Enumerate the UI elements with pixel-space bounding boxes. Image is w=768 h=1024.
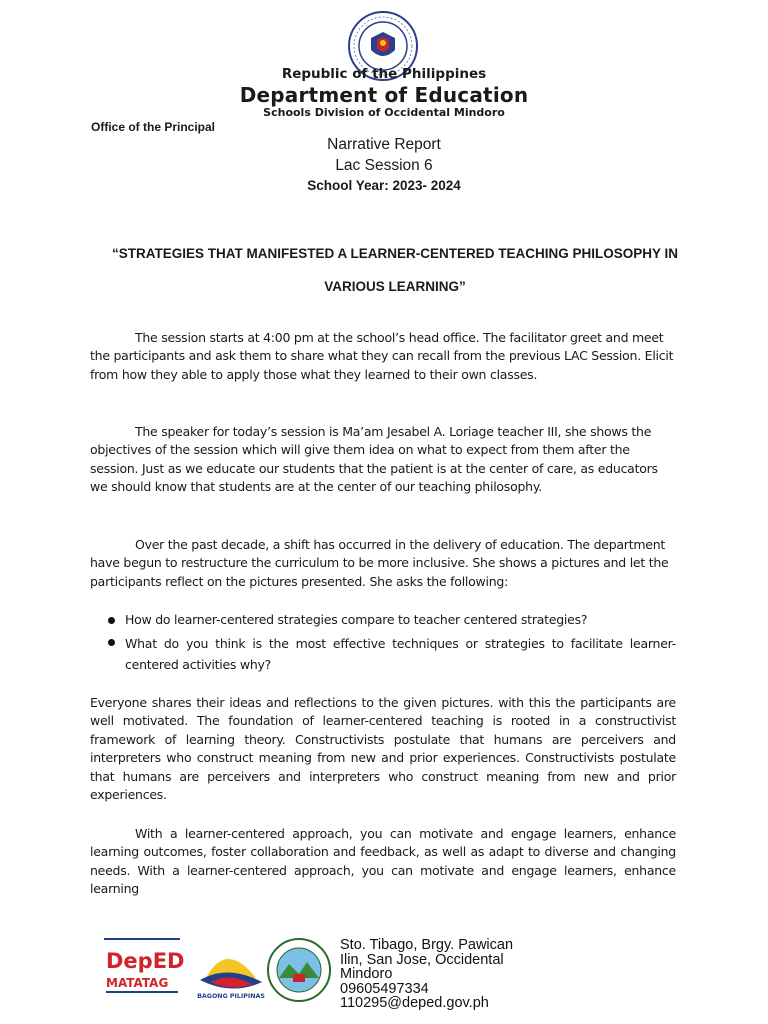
- address-line-2: Ilin, San Jose, Occidental: [340, 951, 504, 968]
- email-address: 110295@deped.gov.ph: [340, 995, 489, 1011]
- paragraph-5: [90, 825, 676, 899]
- republic-heading: Republic of the Philippines: [281, 66, 487, 82]
- paragraph-1-text: The session starts at 4:00 pm at the school’s head office. The facilitator greet and meet the participants and ask them to share what they can recall from the previous LAC Session. Elicit from how they able to apply those what they learned to their own classes.: [90, 330, 674, 382]
- address-line-3: Mindoro: [340, 966, 393, 982]
- deped-matatag-logo: [104, 938, 184, 993]
- bagong-pilipinas-text: BAGONG PILIPINAS: [197, 993, 265, 1000]
- paragraph-2-text: The speaker for today’s session is Ma’am Jesabel A. Loriage teacher III, she shows the objectives of the session which will give them idea on what to expect from them after the session. Just as we educate our students that the patient is at the center of care, as educators we should know that students are at the center of our teaching philosophy.: [90, 424, 658, 495]
- paragraph-2: [90, 423, 676, 497]
- bagong-pilipinas-logo: [197, 959, 265, 1000]
- list-item: How do learner-centered strategies compare to teacher centered strategies?: [108, 611, 676, 629]
- question-list: [90, 611, 676, 675]
- office-label: Office of the Principal: [91, 120, 216, 134]
- address-line-1: Sto. Tibago, Brgy. Pawican: [340, 937, 514, 953]
- list-item: What do you think is the most effective techniques or strategies to facilitate learner-centered activities why?: [108, 633, 676, 675]
- contact-block: [340, 938, 513, 1011]
- paragraph-4: [90, 694, 676, 804]
- footer-logos: [104, 938, 332, 1002]
- paragraph-5-text: With a learner-centered approach, you can motivate and engage learners, enhance learning outcomes, foster collaboration and feedback, as well as adapt to diverse and changing needs. With a learner-centered approach, you can motivate and engage learners, enhance learning: [90, 826, 676, 897]
- deped-logo-text: DepED: [106, 949, 185, 973]
- topic-title-line2: VARIOUS LEARNING”: [324, 279, 466, 294]
- report-title: Narrative Report: [327, 136, 441, 153]
- phone-number: 09605497334: [340, 980, 429, 997]
- school-year: School Year: 2023- 2024: [307, 178, 461, 193]
- paragraph-3-text: Over the past decade, a shift has occurred in the delivery of education. The department have begun to restructure the curriculum to be more inclusive. She shows a pictures and let the participants reflect on the pictures presented. She asks the following:: [90, 537, 669, 589]
- matatag-text: MATATAG: [106, 976, 169, 990]
- school-seal-logo: [268, 939, 330, 1001]
- paragraph-1: [90, 329, 676, 384]
- paragraph-4-text: Everyone shares their ideas and reflections to the given pictures. with this the participants are well motivated. The foundation of learner-centered teaching is rooted in a constructivist framework of learning theory. Constructivists postulate that humans are perceivers and interpreters who construct meaning from new and prior experiences. Constructivists postulate that humans are perceivers and interpreters who construct meaning from new and prior experiences.: [90, 695, 676, 803]
- department-heading: Department of Education: [239, 83, 529, 107]
- division-heading: Schools Division of Occidental Mindoro: [263, 106, 505, 119]
- paragraph-3: [90, 536, 676, 591]
- report-session: Lac Session 6: [335, 157, 433, 174]
- topic-title-line1: “STRATEGIES THAT MANIFESTED A LEARNER-CENTERED TEACHING PHILOSOPHY IN: [111, 246, 679, 261]
